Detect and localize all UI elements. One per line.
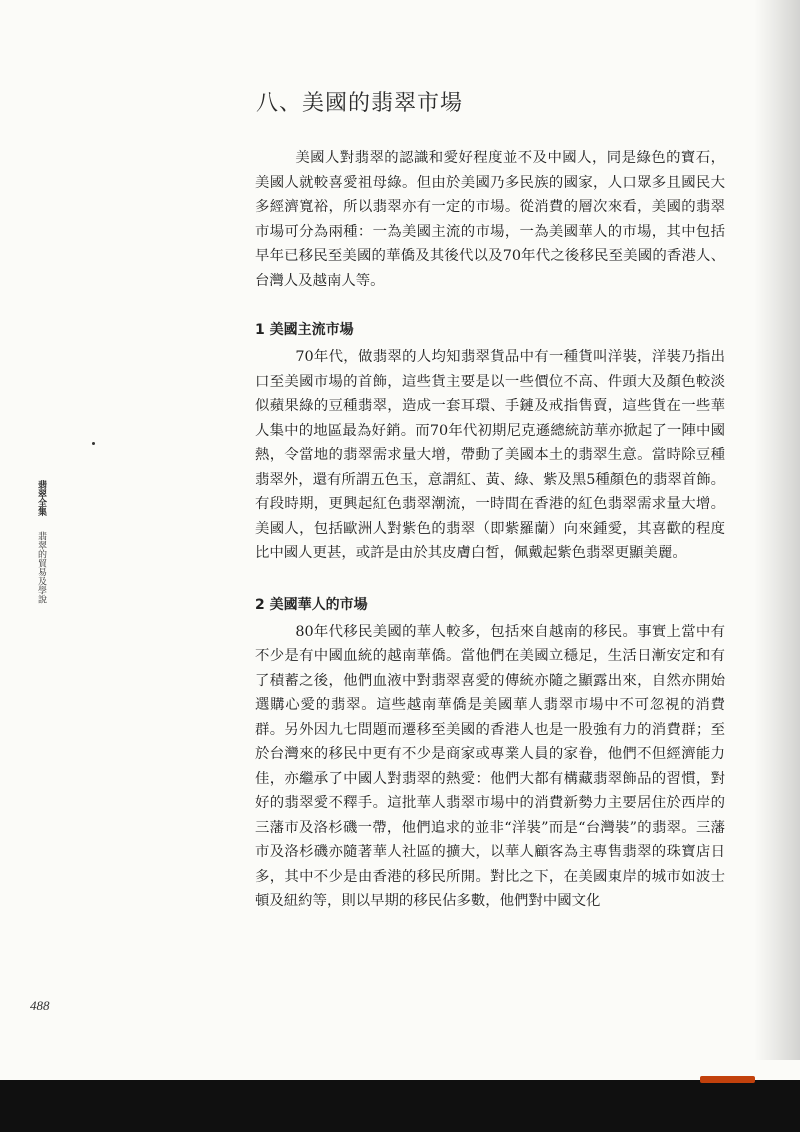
ink-dot: [92, 442, 95, 445]
scan-color-mark: [700, 1076, 755, 1083]
side-tab-book: 翡翠全集: [36, 480, 46, 516]
side-tab-divider: [41, 519, 42, 529]
section1-heading: 1 美國主流市場: [255, 322, 354, 338]
chapter-title: 八、美國的翡翠市場: [256, 91, 464, 116]
page-number: 488: [30, 998, 50, 1013]
article-body: [255, 146, 725, 914]
section2-heading: 2 美國華人的市場: [255, 596, 368, 613]
scan-bottom-edge: [0, 1080, 800, 1132]
section2-paragraph: 80年代移民美國的華人較多，包括來自越南的移民。事實上當中有不少是有中國血統的越南華僑。當他們在美國立穩足，生活日漸安定和有了積蓄之後，他們血液中對翡翠喜愛的傳統亦隨之顯露出來，自然亦開始選購心愛的翡翠。這些越南華僑是美國華人翡翠市場中不可忽視的消費群。另外因九七問題而遷移至美國的香港人也是一股強有力的消費群；至於台灣來的移民中更有不少是商家或專業人員的家眷，他們不但經濟能力佳，亦繼承了中國人對翡翠的熱愛：他們大都有構藏翡翠飾品的習慣，對好的翡翠愛不釋手。這批華人翡翠市場中的消費新勢力主要居住於西岸的三藩市及洛杉磯一帶，他們追求的並非“洋裝”而是“台灣裝”的翡翠。三藩市及洛杉磯亦隨著華人社區的擴大，以華人顧客為主專售翡翠的珠寶店日多，其中不少是由香港的移民所開。對比之下，在美國東岸的城市如波士頓及紐約等，則以早期的移民佔多數，他們對中國文化: [255, 623, 725, 909]
spine-shadow: [754, 0, 800, 1060]
section1-paragraph: 70年代，做翡翠的人均知翡翠貨品中有一種貨叫洋裝，洋裝乃指出口至美國市場的首飾，這些貨主要是以一些價位不高、件頭大及顏色較淡似蘋果綠的豆種翡翠，造成一套耳環、手鏈及戒指售賣，這些貨在一些華人集中的地區最為好銷。而70年代初期尼克遜總統訪華亦掀起了一陣中國熱，令當地的翡翠需求量大增，帶動了美國本土的翡翠生意。當時除豆種翡翠外，還有所謂五色玉，意謂紅、黃、綠、紫及黑5種顏色的翡翠首飾。有段時期，更興起紅色翡翠潮流，一時間在香港的紅色翡翠需求量大增。美國人，包括歐洲人對紫色的翡翠（即紫羅蘭）向來鍾愛，其喜歡的程度比中國人更甚，或許是由於其皮膚白皙，佩戴起紫色翡翠更顯美麗。: [255, 349, 725, 561]
intro-paragraph: 美國人對翡翠的認識和愛好程度並不及中國人，同是綠色的寶石，美國人就較喜愛祖母綠。但由於美國乃多民族的國家，人口眾多且國民大多經濟寬裕，所以翡翠亦有一定的市場。從消費的層次來看，美國的翡翠市場可分為兩種：一為美國主流的市場，一為美國華人的市場，其中包括早年已移民至美國的華僑及其後代以及70年代之後移民至美國的香港人、台灣人及越南人等。: [255, 150, 725, 289]
side-tab: [30, 480, 46, 604]
side-tab-chapter: 翡翠的貿易及學說: [36, 531, 46, 604]
